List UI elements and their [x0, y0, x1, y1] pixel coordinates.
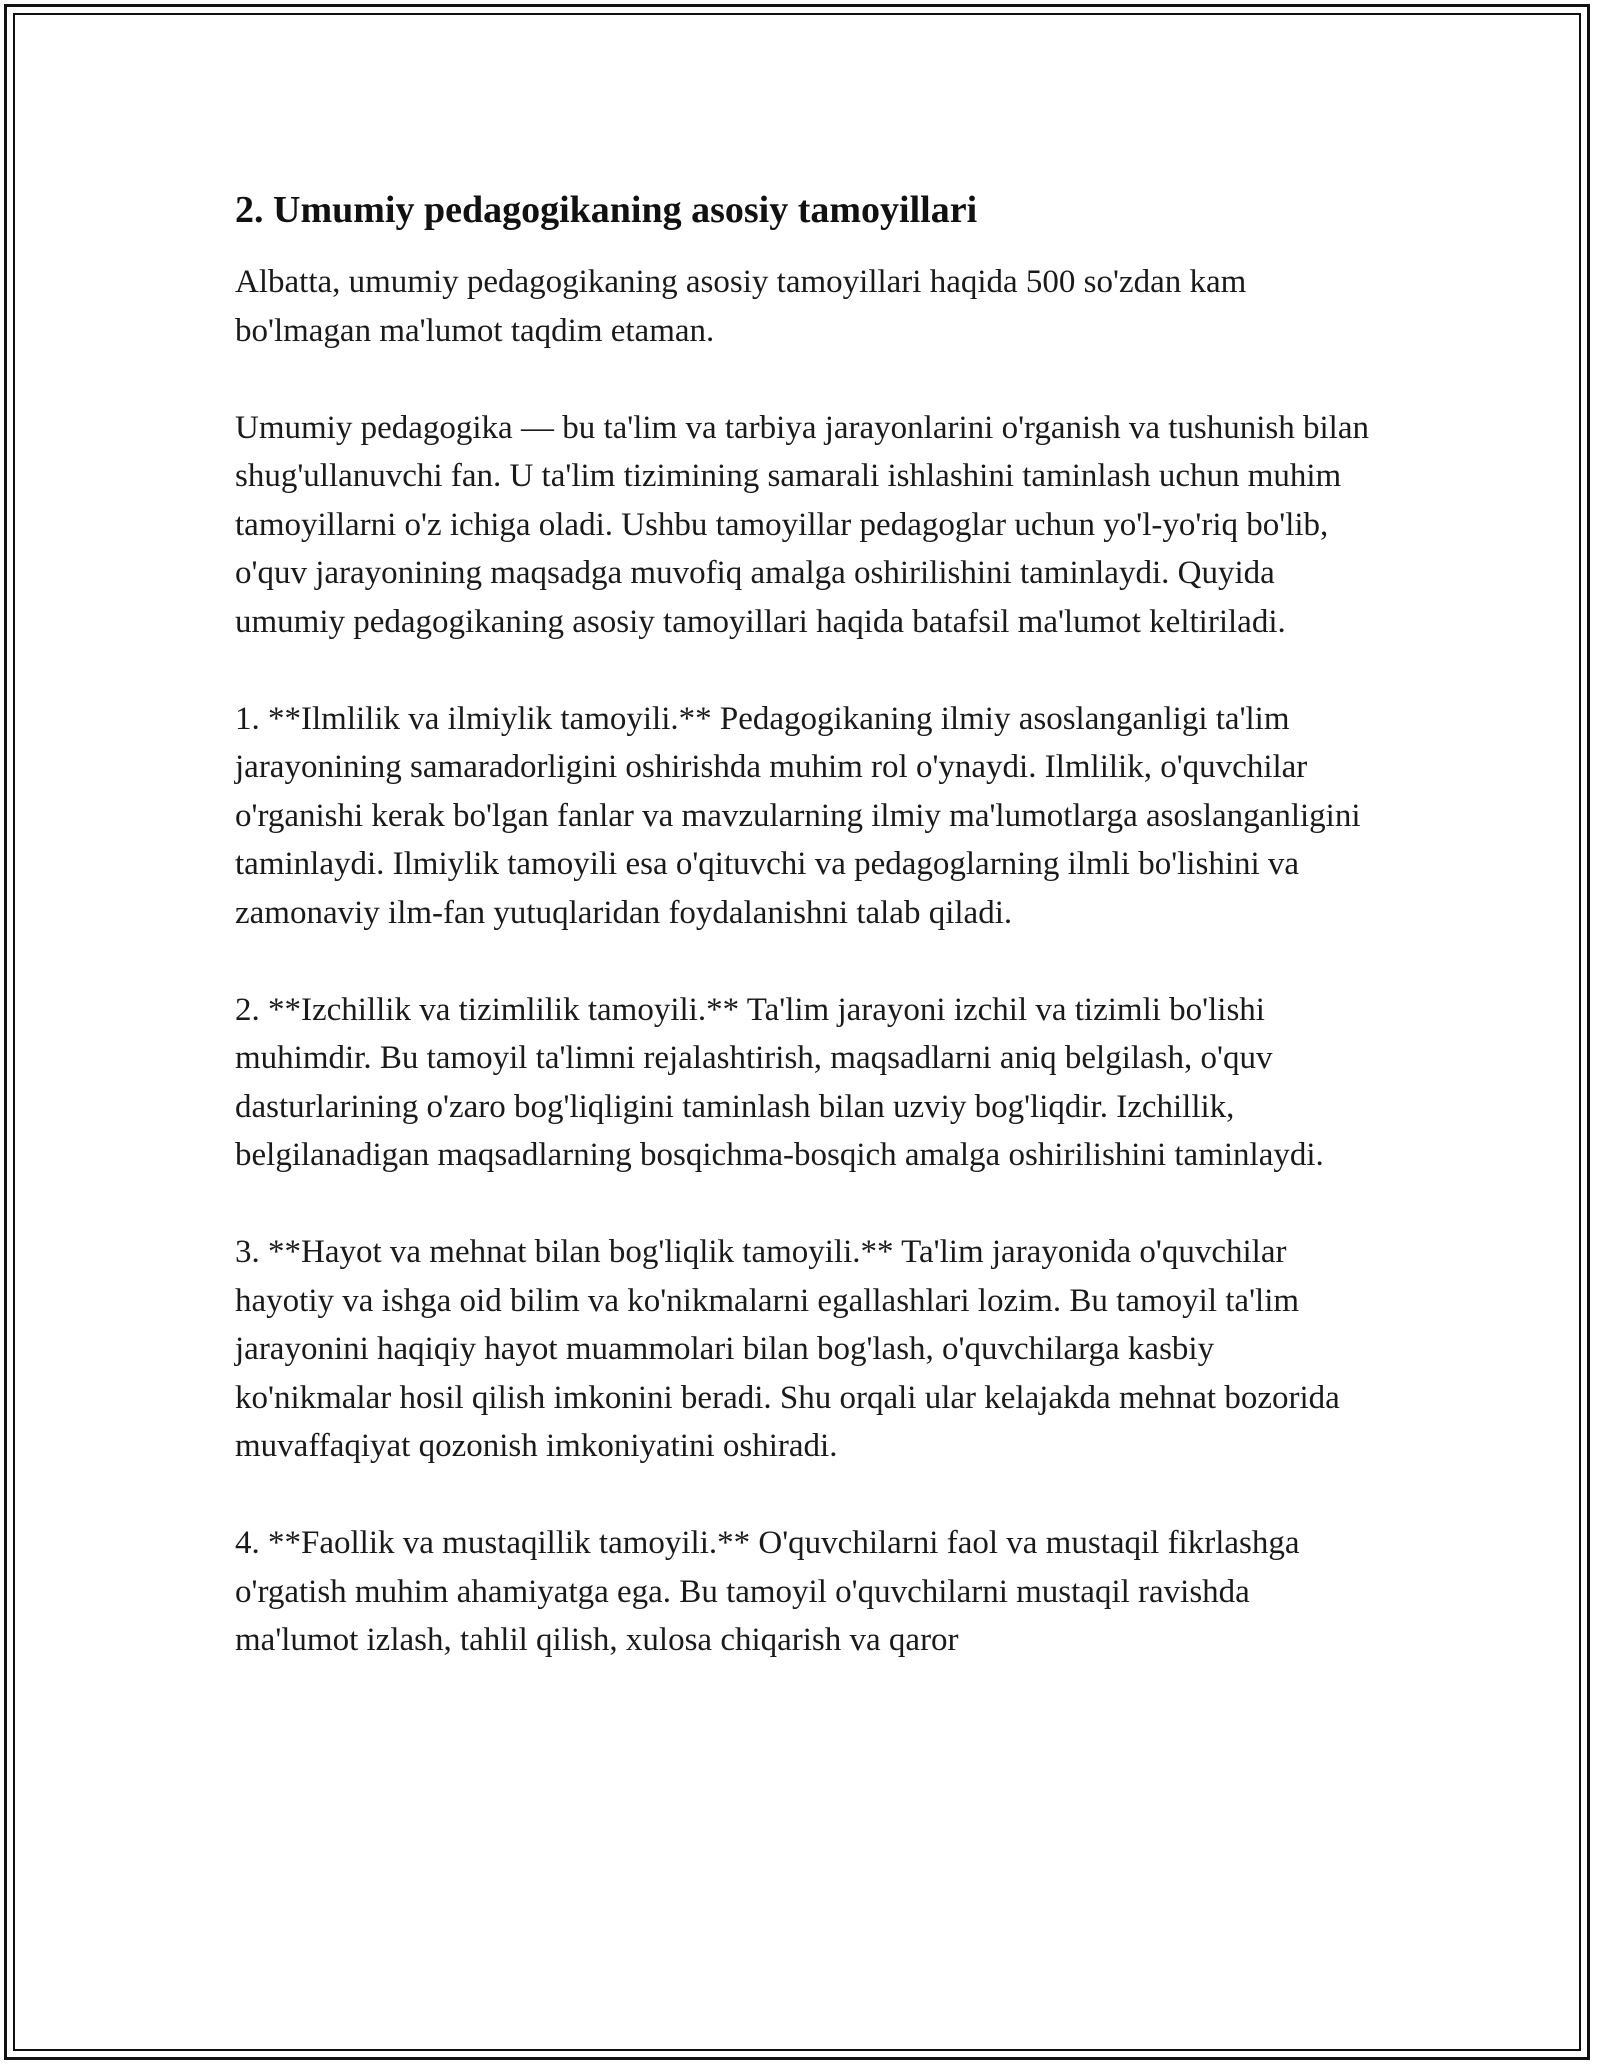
document-body — [235, 186, 1375, 1713]
paragraph-principle-2: 2. **Izchillik va tizimlilik tamoyili.** Ta'lim jarayoni izchil va tizimli bo'lishi muhimdir. Bu tamoyil ta'limni rejalashtirish, maqsadlarni aniq belgilash, o'quv dasturlarining o'zaro bog'liqligini taminlash bilan uzviy bog'liqdir. Izchillik, belgilanadigan maqsadlarning bosqichma-bosqich amalga oshirilishini taminlaydi. — [235, 991, 1324, 1173]
paragraph-principle-1: 1. **Ilmlilik va ilmiylik tamoyili.** Pedagogikaning ilmiy asoslanganligi ta'lim jarayonining samaradorligini oshirishda muhim rol o'ynaydi. Ilmlilik, o'quvchilar o'rganishi kerak bo'lgan fanlar va mavzularning ilmiy ma'lumotlarga asoslanganligini taminlaydi. Ilmiylik tamoyili esa o'qituvchi va pedagoglarning ilmli bo'lishini va zamonaviy ilm-fan yutuqlaridan foydalanishni talab qiladi. — [235, 700, 1361, 931]
paragraph-principle-4: 4. **Faollik va mustaqillik tamoyili.** O'quvchilarni faol va mustaqil fikrlashga o'rgatish muhim ahamiyatga ega. Bu tamoyil o'quvchilarni mustaqil ravishda ma'lumot izlash, tahlil qilish, xulosa chiqarish va qaror — [235, 1525, 1300, 1658]
paragraph-intro: Albatta, umumiy pedagogikaning asosiy tamoyillari haqida 500 so'zdan kam bo'lmagan ma'lumot taqdim etaman. — [235, 264, 1247, 349]
paragraph-overview: Umumiy pedagogika — bu ta'lim va tarbiya jarayonlarini o'rganish va tushunish bilan shug'ullanuvchi fan. U ta'lim tizimining samarali ishlashini taminlash uchun muhim tamoyillarni o'z ichiga oladi. Ushbu tamoyillar pedagoglar uchun yo'l-yo'riq bo'lib, o'quv jarayonining maqsadga muvofiq amalga oshirilishini taminlaydi. Quyida umumiy pedagogikaning asosiy tamoyillari haqida batafsil ma'lumot keltiriladi. — [235, 409, 1369, 640]
paragraph-principle-3: 3. **Hayot va mehnat bilan bog'liqlik tamoyili.** Ta'lim jarayonida o'quvchilar hayotiy va ishga oid bilim va ko'nikmalarni egallashlari lozim. Bu tamoyil ta'lim jarayonini haqiqiy hayot muammolari bilan bog'lash, o'quvchilarga kasbiy ko'nikmalar hosil qilish imkonini beradi. Shu orqali ular kelajakda mehnat bozorida muvaffaqiyat qozonish imkoniyatini oshiradi. — [235, 1234, 1340, 1464]
section-heading: 2. Umumiy pedagogikaning asosiy tamoyillari — [235, 189, 978, 231]
